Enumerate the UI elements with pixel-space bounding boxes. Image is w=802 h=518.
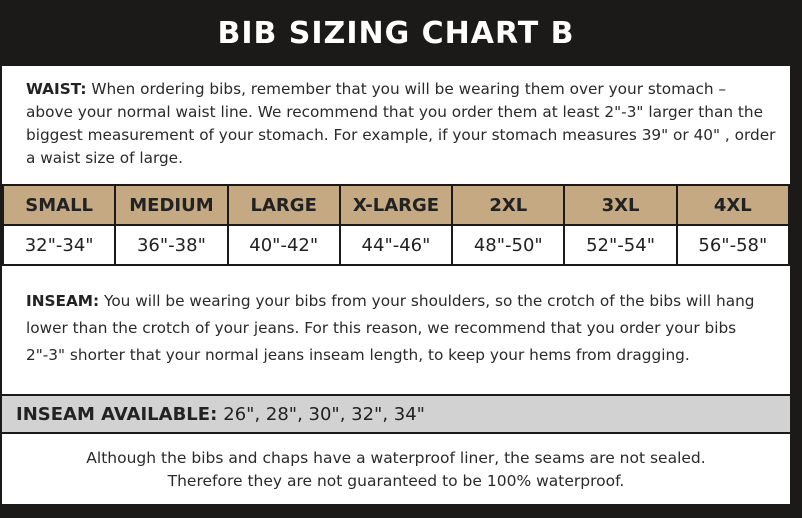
disclaimer-line-2: Therefore they are not guaranteed to be 100% waterproof. — [167, 472, 625, 490]
size-value-large: 40"-42" — [228, 225, 340, 265]
title-bar — [2, 0, 790, 66]
inseam-available-values: 26", 28", 30", 32", 34" — [223, 403, 425, 425]
inseam-available-label: INSEAM AVAILABLE: — [16, 403, 218, 425]
inseam-text: You will be wearing your bibs from your shoulders, so the crotch of the bibs will hang lower than the crotch of your jeans. For this reason, we recommend that you order your bibs 2"-3" shorter that your normal jeans inseam length, to keep your hems from dragging. — [26, 292, 755, 364]
size-value-x-large: 44"-46" — [340, 225, 452, 265]
chart-title: BIB SIZING CHART B — [217, 15, 575, 51]
inseam-note — [2, 264, 790, 394]
size-header-3xl: 3XL — [564, 185, 676, 225]
size-header-x-large: X-LARGE — [340, 185, 452, 225]
size-table — [2, 184, 790, 266]
size-header-2xl: 2XL — [452, 185, 564, 225]
size-value-row — [3, 225, 789, 265]
sizing-chart — [2, 0, 790, 510]
waist-text: When ordering bibs, remember that you will be wearing them over your stomach – above your normal waist line. We recommend that you order them at least 2"-3" larger than the biggest measurement of your stomach. For example, if your stomach measures 39" or 40" , order a waist size of large. — [26, 80, 776, 167]
size-value-small: 32"-34" — [3, 225, 115, 265]
inseam-label: INSEAM: — [26, 292, 100, 310]
size-value-2xl: 48"-50" — [452, 225, 564, 265]
size-header-4xl: 4XL — [677, 185, 789, 225]
disclaimer-line-1: Although the bibs and chaps have a waterproof liner, the seams are not sealed. — [86, 449, 706, 467]
waterproof-disclaimer — [2, 434, 790, 504]
size-header-small: SMALL — [3, 185, 115, 225]
waist-label: WAIST: — [26, 80, 87, 98]
size-header-large: LARGE — [228, 185, 340, 225]
size-value-medium: 36"-38" — [115, 225, 227, 265]
size-header-medium: MEDIUM — [115, 185, 227, 225]
waist-note — [2, 66, 790, 184]
size-value-3xl: 52"-54" — [564, 225, 676, 265]
size-value-4xl: 56"-58" — [677, 225, 789, 265]
size-header-row — [3, 185, 789, 225]
inseam-available-bar — [2, 394, 790, 434]
